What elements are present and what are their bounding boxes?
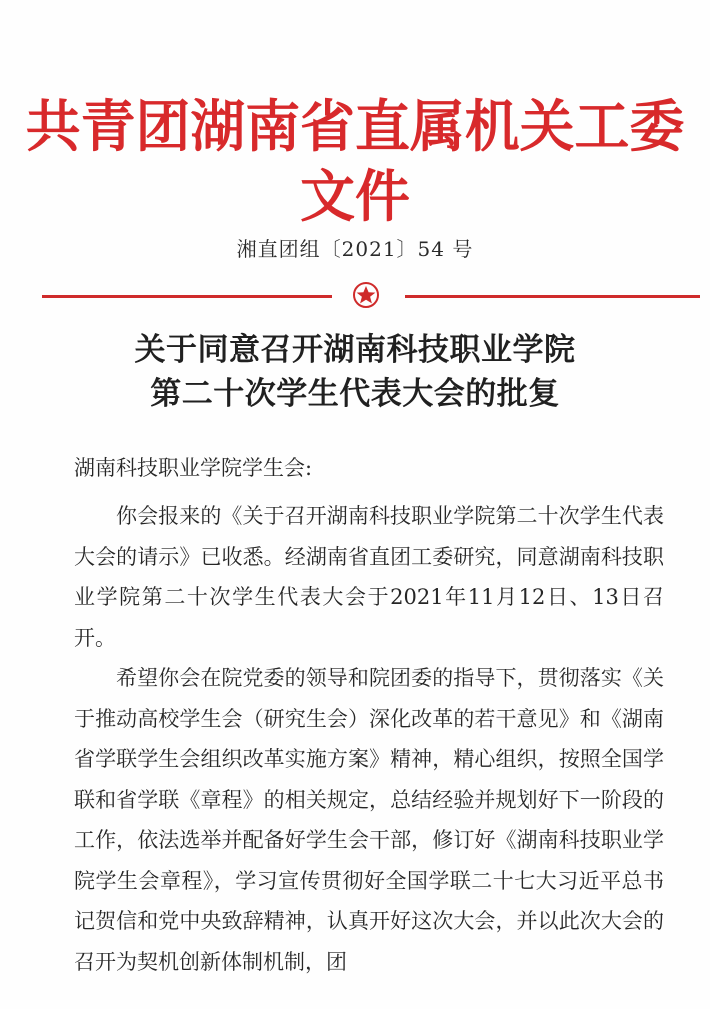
red-divider-right <box>405 295 700 298</box>
star-icon <box>352 281 380 309</box>
red-divider-left <box>42 295 332 298</box>
salutation: 湖南科技职业学院学生会: <box>74 456 313 480</box>
body-paragraph-2: 希望你会在院党委的领导和院团委的指导下，贯彻落实《关于推动高校学生会（研究生会）深化改革的若干意见》和《湖南省学联学生会组织改革实施方案》精神，精心组织，按照全国学联和省学联《章程》的相关规定，总结经验并规划好下一阶段的工作，依法选举并配备好学生会干部，修订好《湖南科技职业学院学生会章程》，学习宣传贯彻好全国学联二十七大习近平总书记贺信和党中央致辞精神，认真开好这次大会，并以此次大会的召开为契机创新体制机制，团 <box>74 666 664 974</box>
body-paragraph-1: 你会报来的《关于召开湖南科技职业学院第二十次学生代表大会的请示》已收悉。经湖南省直团工委研究，同意湖南科技职业学院第二十次学生代表大会于2021年11月12日、13日召开。 <box>74 504 664 650</box>
document-body <box>74 496 664 982</box>
document-number: 湘直团组〔2021〕54 号 <box>236 237 474 261</box>
document-masthead: 共青团湖南省直属机关工委文件 <box>25 94 685 230</box>
document-title-line-1: 关于同意召开湖南科技职业学院 <box>134 332 576 368</box>
document-title-line-2: 第二十次学生代表大会的批复 <box>150 376 560 412</box>
